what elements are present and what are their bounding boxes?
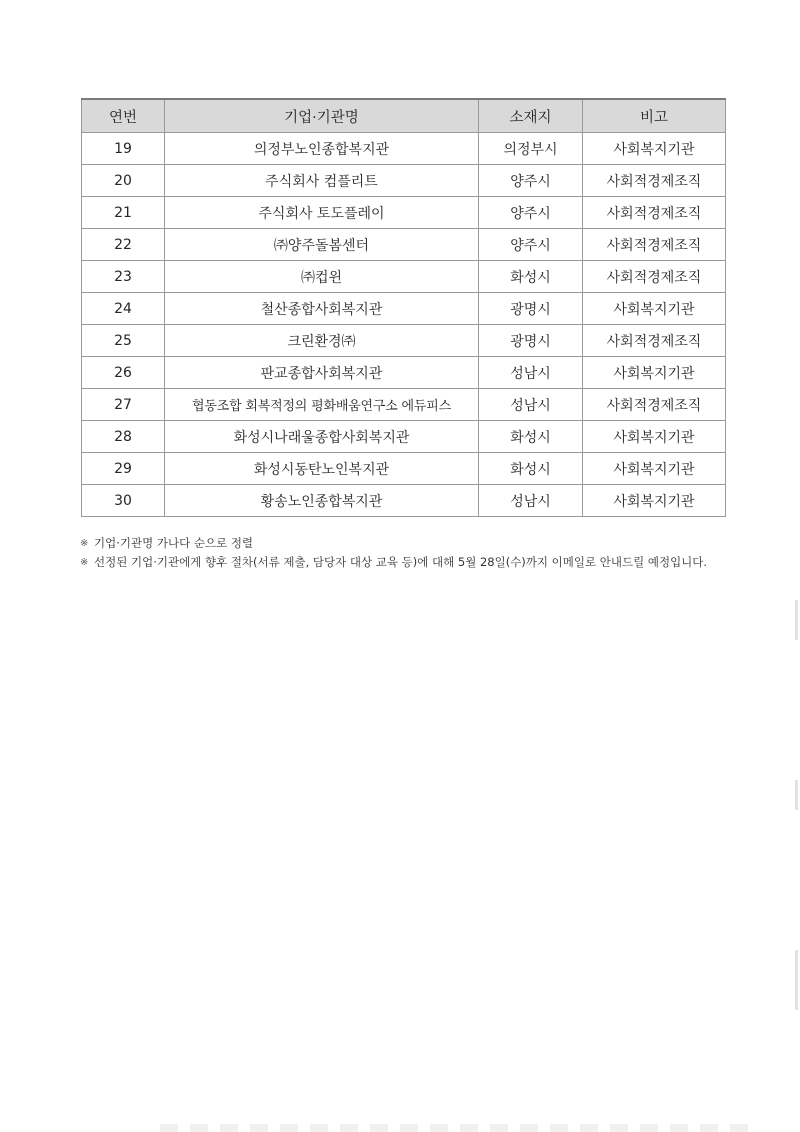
row-name: ㈜컵윈	[165, 261, 479, 293]
table-row	[82, 197, 726, 229]
row-name: 화성시나래울종합사회복지관	[165, 421, 479, 453]
row-location: 양주시	[479, 165, 583, 197]
row-name: 주식회사 컴플리트	[165, 165, 479, 197]
row-location: 화성시	[479, 421, 583, 453]
row-location: 화성시	[479, 261, 583, 293]
row-name: 황송노인종합복지관	[165, 485, 479, 517]
row-name: 주식회사 토도플레이	[165, 197, 479, 229]
row-name: 화성시동탄노인복지관	[165, 453, 479, 485]
row-remarks: 사회적경제조직	[583, 261, 726, 293]
row-number: 24	[82, 293, 165, 325]
table-row	[82, 357, 726, 389]
row-remarks: 사회복지기관	[583, 293, 726, 325]
row-number: 22	[82, 229, 165, 261]
footnote-text: 기업·기관명 가나다 순으로 정렬	[94, 536, 254, 550]
table-row	[82, 421, 726, 453]
table-row	[82, 453, 726, 485]
scan-edge-artifact	[795, 600, 798, 640]
header-remarks: 비고	[583, 99, 726, 133]
row-number: 19	[82, 133, 165, 165]
row-name: 의정부노인종합복지관	[165, 133, 479, 165]
row-remarks: 사회복지기관	[583, 357, 726, 389]
table-row	[82, 293, 726, 325]
row-location: 의정부시	[479, 133, 583, 165]
row-remarks: 사회적경제조직	[583, 165, 726, 197]
scan-edge-artifact	[795, 780, 798, 810]
row-location: 양주시	[479, 197, 583, 229]
row-number: 30	[82, 485, 165, 517]
row-location: 양주시	[479, 229, 583, 261]
institution-table	[81, 98, 726, 517]
row-location: 성남시	[479, 485, 583, 517]
row-name: ㈜양주돌봄센터	[165, 229, 479, 261]
table-row	[82, 325, 726, 357]
row-number: 27	[82, 389, 165, 421]
row-remarks: 사회복지기관	[583, 421, 726, 453]
table-body	[82, 133, 726, 517]
header-name: 기업·기관명	[165, 99, 479, 133]
row-location: 성남시	[479, 389, 583, 421]
row-number: 23	[82, 261, 165, 293]
table-row	[82, 133, 726, 165]
scan-edge-artifact	[795, 950, 798, 1010]
header-location: 소재지	[479, 99, 583, 133]
reference-mark-icon: ※	[80, 557, 89, 568]
table-row	[82, 229, 726, 261]
row-remarks: 사회적경제조직	[583, 389, 726, 421]
row-name: 철산종합사회복지관	[165, 293, 479, 325]
table-row	[82, 485, 726, 517]
row-location: 성남시	[479, 357, 583, 389]
footnote-next-steps	[80, 553, 730, 572]
table-header-row	[82, 99, 726, 133]
row-remarks: 사회적경제조직	[583, 197, 726, 229]
row-number: 29	[82, 453, 165, 485]
row-remarks: 사회적경제조직	[583, 229, 726, 261]
row-remarks: 사회복지기관	[583, 133, 726, 165]
reference-mark-icon: ※	[80, 538, 89, 549]
row-number: 26	[82, 357, 165, 389]
footnote-text: 선정된 기업·기관에게 향후 절차(서류 제출, 담당자 대상 교육 등)에 대해 5월 28일(수)까지 이메일로 안내드릴 예정입니다.	[94, 555, 708, 569]
row-name: 협동조합 회복적정의 평화배움연구소 에듀피스	[165, 389, 479, 421]
row-location: 화성시	[479, 453, 583, 485]
row-location: 광명시	[479, 293, 583, 325]
table-row	[82, 261, 726, 293]
footnotes	[80, 534, 730, 572]
row-number: 20	[82, 165, 165, 197]
header-number: 연번	[82, 99, 165, 133]
table-row	[82, 165, 726, 197]
row-name: 판교종합사회복지관	[165, 357, 479, 389]
row-location: 광명시	[479, 325, 583, 357]
row-remarks: 사회복지기관	[583, 453, 726, 485]
row-number: 25	[82, 325, 165, 357]
scan-bleed-artifact	[160, 1124, 760, 1132]
table-row	[82, 389, 726, 421]
row-remarks: 사회적경제조직	[583, 325, 726, 357]
footnote-sort-order	[80, 534, 730, 553]
row-remarks: 사회복지기관	[583, 485, 726, 517]
row-name: 크린환경㈜	[165, 325, 479, 357]
row-number: 21	[82, 197, 165, 229]
row-number: 28	[82, 421, 165, 453]
